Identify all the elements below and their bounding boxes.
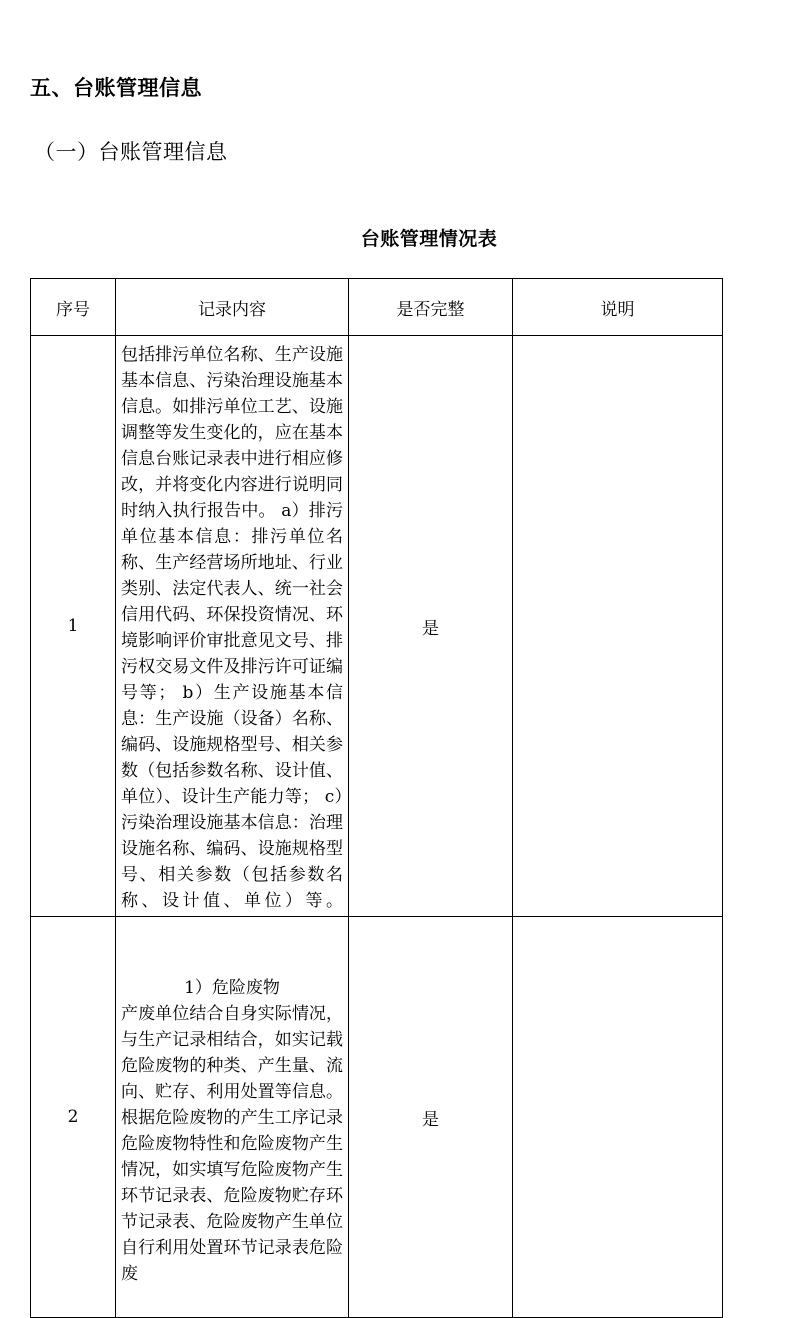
subsection-heading: （一）台账管理信息 [34,140,228,164]
section-heading: 五、台账管理信息 [30,76,202,100]
row-content-lead: 1）危险废物 [184,978,280,998]
row-content-cell [116,336,349,917]
table-row [31,917,723,1318]
header-cell-note: 说明 [513,279,723,336]
ledger-table-wrapper [30,278,722,1318]
row-content-body: 产废单位结合自身实际情况，与生产记录相结合，如实记载危险废物的种类、产生量、流向、贮存、利用处置等信息。根据危险废物的产生工序记录危险废物特性和危险废物产生情况，如实填写危险废物产生环节记录表、危险废物贮存环节记录表、危险废物产生单位自行利用处置环节记录表危险废 [121,1004,343,1284]
row-content-cell [116,917,349,1318]
header-cell-content: 记录内容 [116,279,349,336]
header-cell-complete: 是否完整 [349,279,513,336]
table-title: 台账管理情况表 [360,228,498,250]
table-header [31,279,723,336]
row-index-cell: 1 [31,336,116,917]
row-index-cell: 2 [31,917,116,1318]
table-body [31,336,723,1318]
row-complete-cell: 是 [349,917,513,1318]
row-note-cell [513,336,723,917]
row-complete-cell: 是 [349,336,513,917]
header-cell-index: 序号 [31,279,116,336]
row-note-cell [513,917,723,1318]
table-row [31,336,723,917]
row-content-text: 包括排污单位名称、生产设施基本信息、污染治理设施基本信息。如排污单位工艺、设施调整等发生变化的，应在基本信息台账记录表中进行相应修改，并将变化内容进行说明同时纳入执行报告中。 a）排污单位基本信息：排污单位名称、生产经营场所地址、行业类别、法定代表人、统一社会信用代码、环保投资情况、环境影响评价审批意见文号、排污权交易文件及排污许可证编号等； b）生产设施基本信息：生产设施（设备）名称、编码、设施规格型号、相关参数（包括参数名称、设计值、单位）、设计生产能力等； c）污染治理设施基本信息：治理设施名称、编码、设施规格型号、相关参数（包括参数名称、设计值、单位）等。 [121,345,343,911]
ledger-table [30,278,723,1318]
row-content-text [116,917,348,1317]
table-header-row [31,279,723,336]
